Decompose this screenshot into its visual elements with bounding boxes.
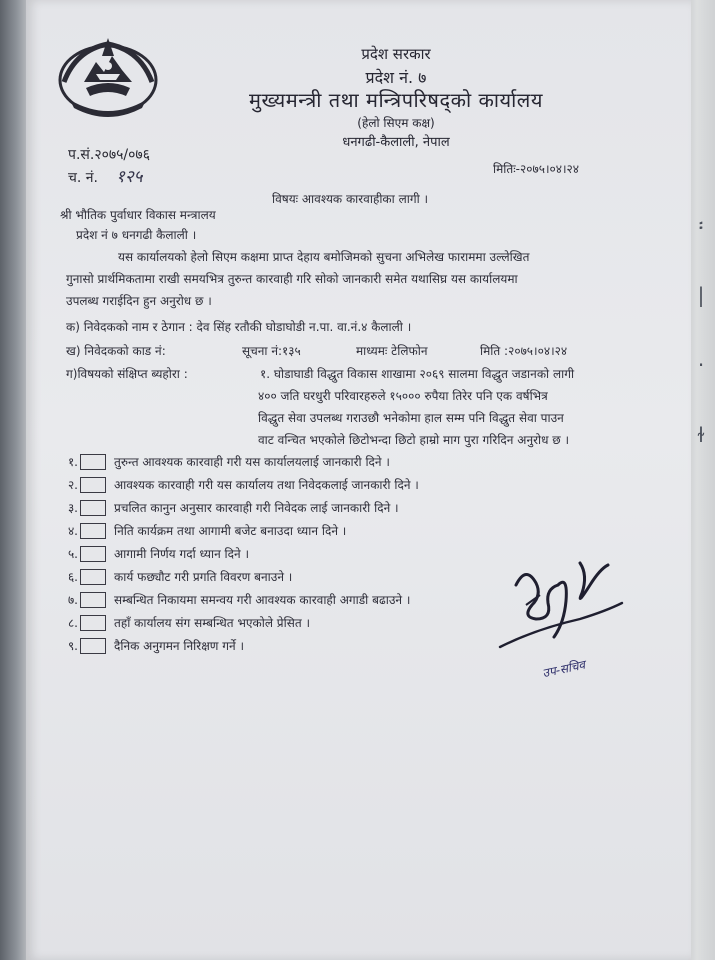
recipient-address: प्रदेश नं ७ धनगढी कैलाली । — [76, 228, 197, 242]
checklist-item — [40, 634, 419, 657]
letter-subject: विषयः आवश्यक कारवाहीका लागी । — [272, 192, 429, 206]
summary-line-3: विद्धुत सेवा उपलब्ध गराउछौ भनेकोमा हाल सम्म पनि विद्धुत सेवा पाउन — [258, 411, 564, 425]
checklist-item — [40, 565, 419, 588]
checklist-text: तहाँ कार्यालय संग सम्बन्धित भएकोले प्रेसित । — [114, 616, 311, 630]
header-government: प्रदेश सरकार — [361, 45, 431, 63]
letter-page — [26, 0, 691, 960]
checklist-number: ९. — [67, 639, 78, 653]
header-province: प्रदेश नं. ७ — [365, 68, 427, 87]
summary-label: ग)विषयको संक्षिप्त ब्यहोरा : — [66, 367, 188, 381]
dispatch-number-value: १२५ — [116, 167, 143, 187]
checklist-text: दैनिक अनुगमन निरिक्षण गर्ने । — [114, 639, 245, 653]
letter-date: मितिः-२०७५।०४।२४ — [493, 162, 580, 176]
checklist-item — [40, 519, 419, 542]
checklist-number: १. — [67, 455, 78, 469]
signatory-designation: उप-सचिव — [541, 657, 587, 681]
checklist-number: २. — [67, 478, 78, 492]
intro-line-2: गुनासो प्रार्थमिकतामा राखी समयभित्र तुरुन्त कारवाही गरि सोको जानकारी समेत यथासिघ्र यस कार्यालयमा — [66, 272, 518, 286]
reference-number: प.सं.२०७५/०७६ — [68, 147, 150, 163]
header-address: धनगढी-कैलाली, नेपाल — [342, 135, 450, 150]
checklist-text: आगामी निर्णय गर्दा ध्यान दिने । — [114, 547, 250, 561]
checklist-text: कार्य फछ्यौट गरी प्रगति विवरण बनाउने । — [114, 570, 293, 584]
summary-line-1: १. घोडाघाडी विद्धुत विकास शाखामा २०६९ सालमा विद्धुत जडानको लागी — [260, 367, 575, 381]
checkbox[interactable] — [80, 523, 106, 539]
checkbox[interactable] — [80, 454, 106, 470]
checkbox[interactable] — [80, 615, 106, 631]
checklist-text: तुरुन्त आवश्यक कारवाही गरी यस कार्यालयलाई जानकारी दिने । — [114, 455, 390, 469]
checkbox[interactable] — [80, 477, 106, 493]
info-number: सूचना नं:१३५ — [242, 344, 301, 358]
checklist-text: सम्बन्धित निकायमा समन्वय गरी आवश्यक कारवाही अगाडी बढाउने । — [114, 593, 411, 607]
applicant-name-address: क) निवेदकको नाम र ठेगान : देव सिंह रतौकी घोडाघोडी न.पा. वा.नं.४ कैलाली । — [66, 320, 412, 334]
info-date: मिति :२०७५।०४।२४ — [480, 344, 568, 358]
adjacent-page-marks: ፡ | · ɫ — [697, 213, 705, 447]
checklist-number: ३. — [67, 501, 78, 515]
checklist-item — [40, 473, 419, 496]
signature-icon — [496, 545, 626, 675]
checklist-number: ८. — [67, 616, 78, 630]
checklist-text: निति कार्यक्रम तथा आगामी बजेट बनाउदा ध्यान दिने । — [114, 524, 347, 538]
nepal-emblem-icon — [56, 30, 160, 118]
applicant-code-label: ख) निवेदकको काड नं: — [66, 344, 166, 358]
recipient-name: श्री भौतिक पुर्वाधार विकास मन्त्रालय — [60, 208, 216, 222]
action-checklist — [40, 450, 419, 657]
desk-left-edge — [0, 0, 28, 960]
checklist-text: प्रचलित कानुन अनुसार कारवाही गरी निवेदक लाई जानकारी दिने । — [114, 501, 399, 515]
checklist-item — [40, 588, 419, 611]
intro-line-1: यस कार्यालयको हेलो सिएम कक्षमा प्राप्त देहाय बमोजिमको सुचना अभिलेख फाराममा उल्लेखित — [118, 250, 530, 264]
header-office: मुख्यमन्त्री तथा मन्त्रिपरिषद्को कार्यालय — [249, 88, 543, 112]
checkbox[interactable] — [80, 638, 106, 654]
intro-line-3: उपलब्ध गराईदिन हुन अनुरोध छ । — [66, 294, 212, 308]
checklist-number: ५. — [67, 547, 78, 561]
checklist-text: आवश्यक कारवाही गरी यस कार्यालय तथा निवेदकलाई जानकारी दिने । — [114, 478, 419, 492]
checklist-item — [40, 450, 419, 473]
checkbox[interactable] — [80, 569, 106, 585]
checkbox[interactable] — [80, 500, 106, 516]
summary-line-2: ४०० जति घरधुरी परिवारहरुले १५००० रुपैया तिरेर पनि एक वर्षभित्र — [258, 389, 548, 403]
medium: माध्यमः टेलिफोन — [356, 344, 428, 358]
checklist-item — [40, 542, 419, 565]
checklist-number: ७. — [67, 593, 78, 607]
dispatch-number-label: च. नं. — [68, 170, 99, 186]
checklist-item — [40, 611, 419, 634]
checklist-item — [40, 496, 419, 519]
checklist-number: ४. — [67, 524, 78, 538]
checklist-number: ६. — [67, 570, 78, 584]
header-unit: (हेलो सिएम कक्ष) — [357, 116, 435, 130]
checkbox[interactable] — [80, 592, 106, 608]
summary-line-4: वाट वन्चित भएकोले छिटोभन्दा छिटो हाम्रो माग पुरा गरिदिन अनुरोध छ । — [258, 433, 570, 447]
checkbox[interactable] — [80, 546, 106, 562]
